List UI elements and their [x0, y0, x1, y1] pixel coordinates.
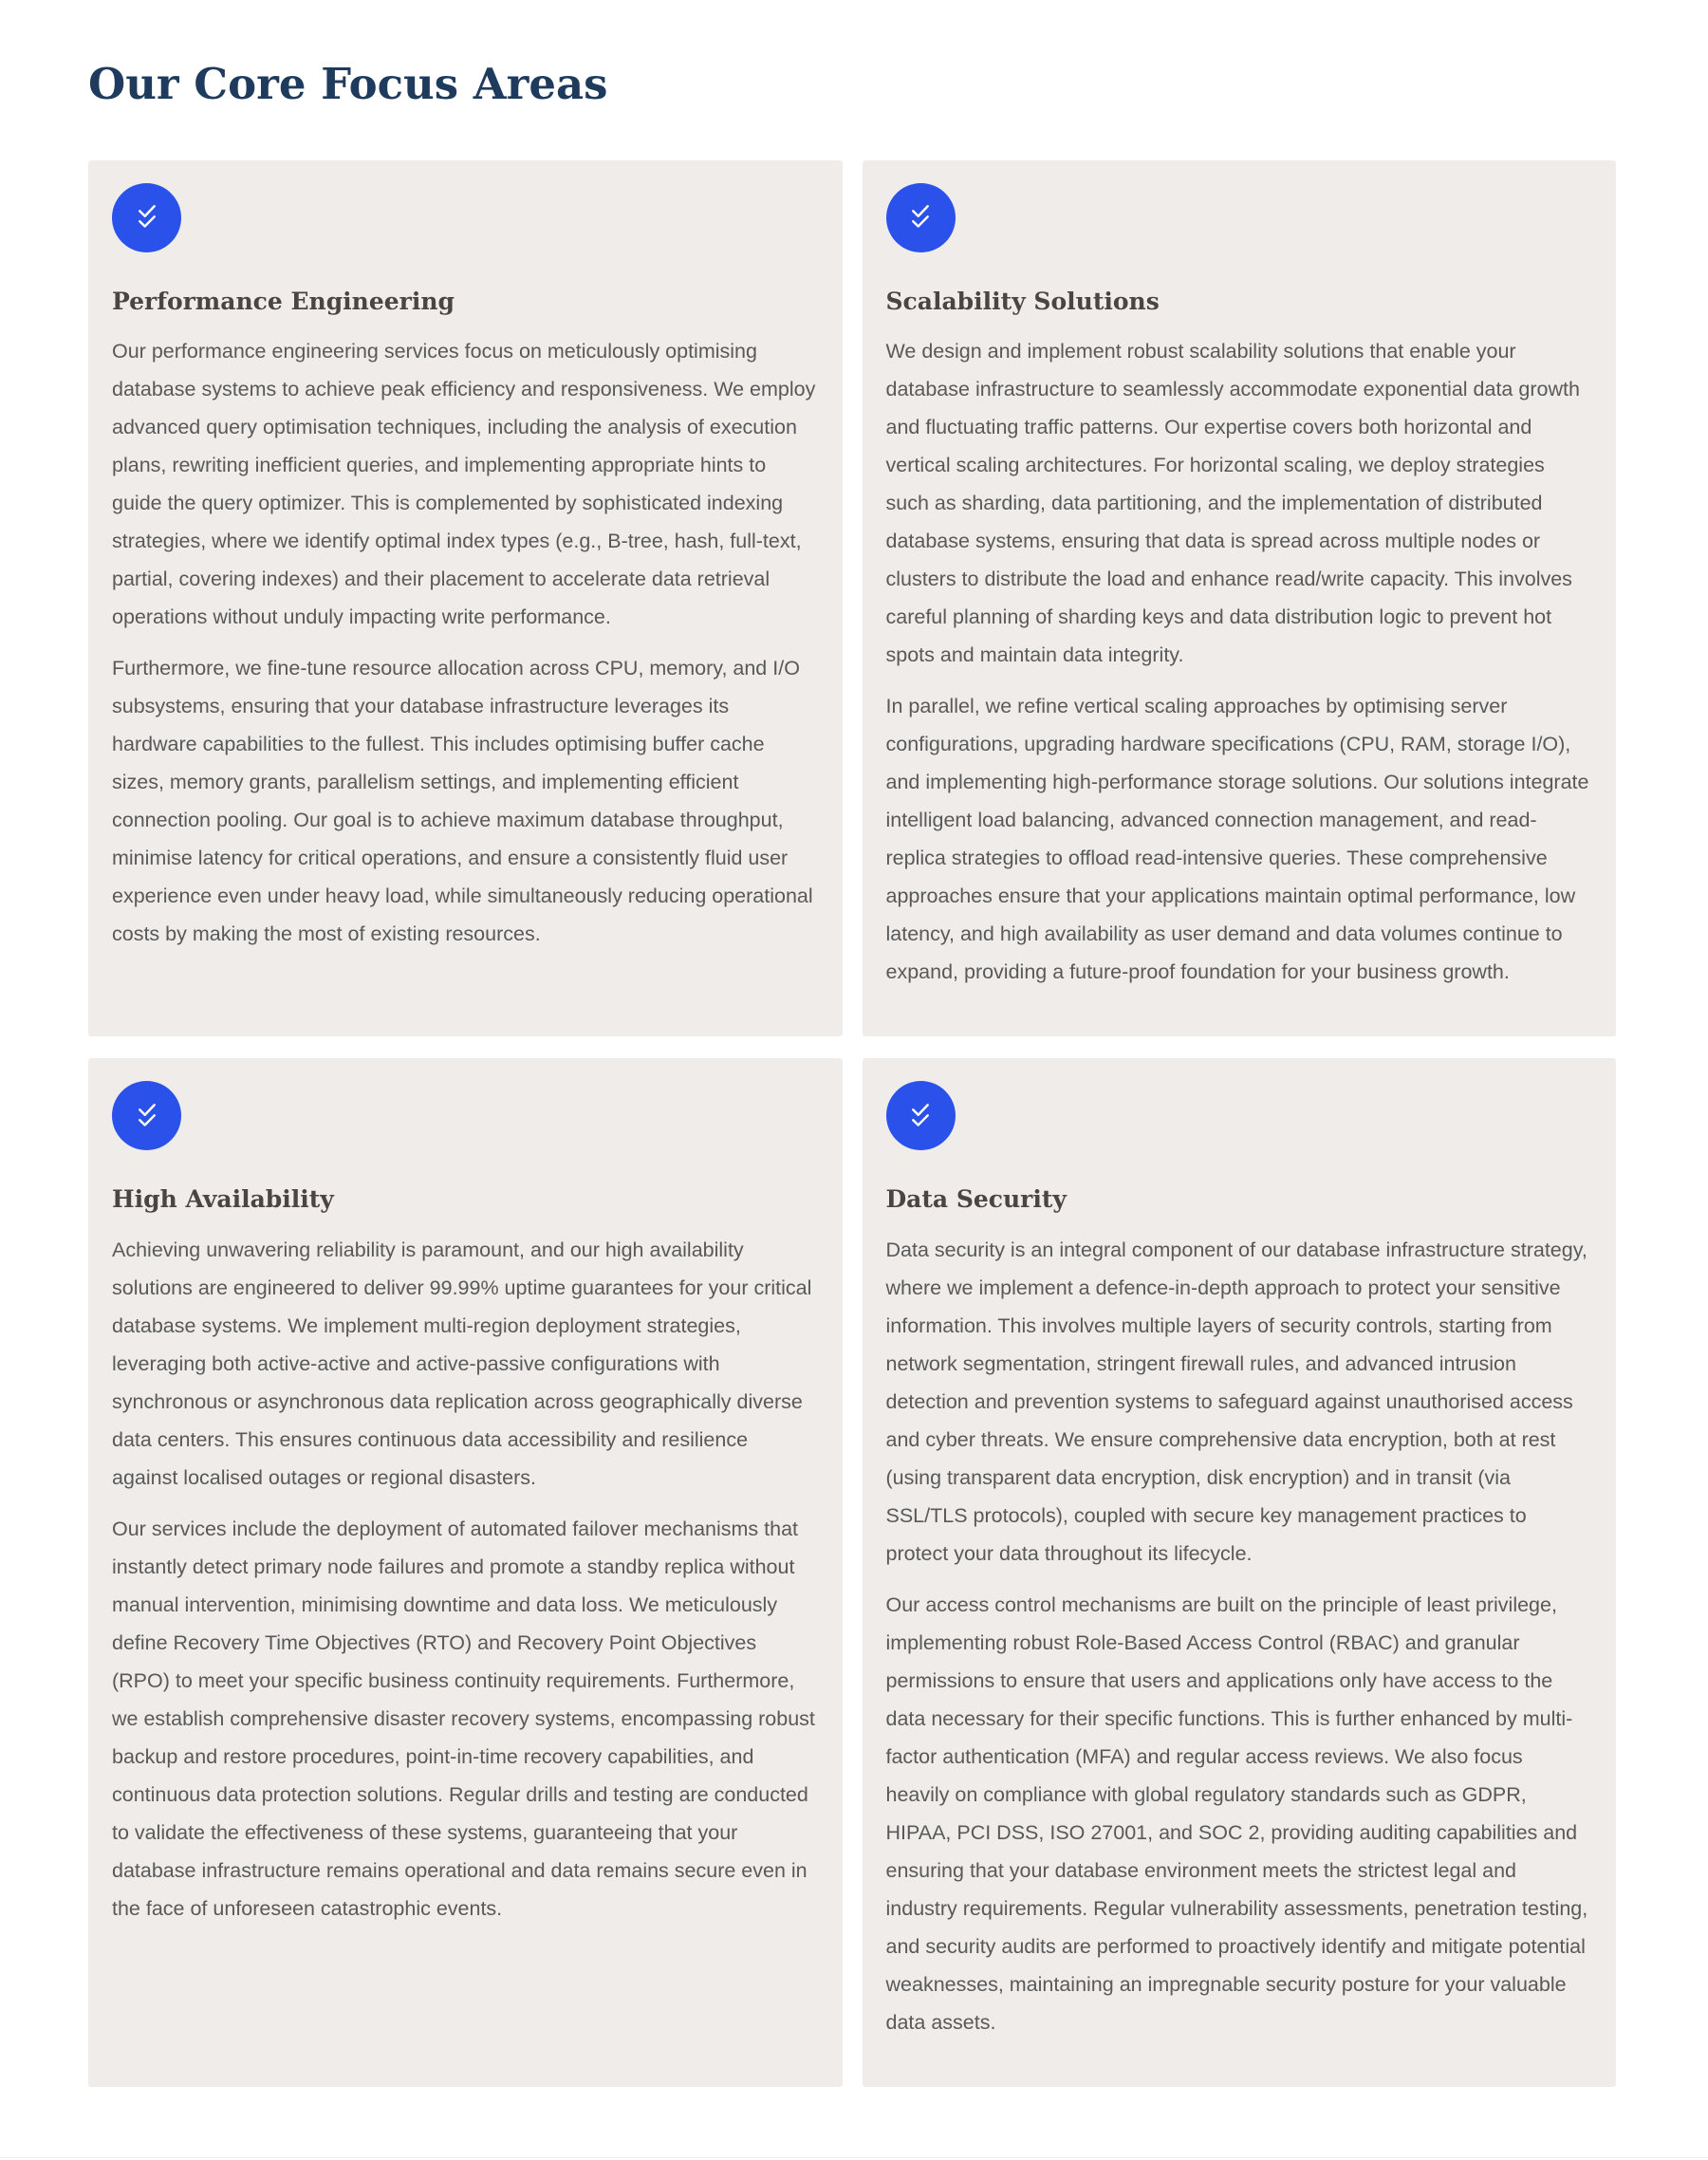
section-divider: [0, 2157, 1708, 2158]
card-paragraph: Our performance engineering services focus on meticulously optimising database systems to achieve peak efficiency and responsiveness. We employ advanced query optimisation techniques, including the analysis of execution plans, rewriting inefficient queries, and implementing appropriate hints to guide the query optimizer. This is complemented by sophisticated indexing strategies, where we identify optimal index types (e.g., B-tree, hash, full-text, partial, covering indexes) and their placement to accelerate data retrieval operations without unduly impacting write performance.: [112, 340, 816, 629]
card-heading: Data Security: [885, 1185, 1067, 1214]
page-title: Our Core Focus Areas: [88, 59, 608, 109]
focus-cards-grid: [88, 160, 1616, 2088]
card-paragraph: Furthermore, we fine-tune resource allocation across CPU, memory, and I/O subsystems, ensuring that your database infrastructure leverages its hardware capabilities to the fullest. This includes optimising buffer cache sizes, memory grants, parallelism settings, and implementing efficient connection pooling. Our goal is to achieve maximum database throughput, minimise latency for critical operations, and ensure a consistently fluid user experience even under heavy load, while simultaneously reducing operational costs by making the most of existing resources.: [112, 657, 813, 946]
card-heading: Performance Engineering: [112, 287, 455, 315]
card-paragraph: Data security is an integral component of our database infrastructure strategy, where we implement a defence-in-depth approach to protect your sensitive information. This involves multiple layers of security controls, starting from network segmentation, stringent firewall rules, and advanced intrusion detection and prevention systems to safeguard against unauthorised access and cyber threats. We ensure comprehensive data encryption, both at rest (using transparent data encryption, disk encryption) and in transit (via SSL/TLS protocols), coupled with secure key management practices to protect your data throughout its lifecycle.: [885, 1238, 1587, 1565]
card-scalability-solutions: [863, 160, 1617, 1037]
card-paragraph: Our access control mechanisms are built on the principle of least privilege, implementing robust Role-Based Access Control (RBAC) and granular permissions to ensure that users and applications only have access to the data necessary for their specific functions. This is further enhanced by multi-factor authentication (MFA) and regular access reviews. We also focus heavily on compliance with global regulatory standards such as GDPR, HIPAA, PCI DSS, ISO 27001, and SOC 2, providing auditing capabilities and ensuring that your database environment meets the strictest legal and industry requirements. Regular vulnerability assessments, penetration testing, and security audits are performed to proactively identify and mitigate potential weaknesses, maintaining an impregnable security posture for your valuable data assets.: [885, 1593, 1588, 2034]
card-performance-engineering: [88, 160, 843, 1037]
double-check-icon: [886, 1081, 956, 1150]
card-paragraph: Achieving unwavering reliability is paramount, and our high availability solutions are engineered to deliver 99.99% uptime guarantees for your critical database systems. We implement multi-region deployment strategies, leveraging both active-active and active-passive configurations with synchronous or asynchronous data replication across geographically diverse data centers. This ensures continuous data accessibility and resilience against localised outages or regional disasters.: [112, 1238, 812, 1489]
double-check-icon: [112, 1081, 181, 1150]
double-check-icon: [112, 183, 181, 252]
card-high-availability: [88, 1058, 843, 2087]
double-check-icon: [886, 183, 956, 252]
card-heading: Scalability Solutions: [885, 287, 1160, 315]
card-data-security: [863, 1058, 1617, 2087]
card-heading: High Availability: [112, 1185, 334, 1214]
card-paragraph: Our services include the deployment of automated failover mechanisms that instantly detect primary node failures and promote a standby replica without manual intervention, minimising downtime and data loss. We meticulously define Recovery Time Objectives (RTO) and Recovery Point Objectives (RPO) to meet your specific business continuity requirements. Furthermore, we establish comprehensive disaster recovery systems, encompassing robust backup and restore procedures, point-in-time recovery capabilities, and continuous data protection solutions. Regular drills and testing are conducted to validate the effectiveness of these systems, guaranteeing that your database infrastructure remains operational and data remains secure even in the face of unforeseen catastrophic events.: [112, 1518, 815, 1920]
card-paragraph: We design and implement robust scalability solutions that enable your database infrastructure to seamlessly accommodate exponential data growth and fluctuating traffic patterns. Our expertise covers both horizontal and vertical scaling architectures. For horizontal scaling, we deploy strategies such as sharding, data partitioning, and the implementation of distributed database systems, ensuring that data is spread across multiple nodes or clusters to distribute the load and enhance read/write capacity. This involves careful planning of sharding keys and data distribution logic to prevent hot spots and maintain data integrity.: [885, 340, 1580, 667]
card-paragraph: In parallel, we refine vertical scaling approaches by optimising server configurations, upgrading hardware specifications (CPU, RAM, storage I/O), and implementing high-performance storage solutions. Our solutions integrate intelligent load balancing, advanced connection management, and read-replica strategies to offload read-intensive queries. These comprehensive approaches ensure that your applications maintain optimal performance, low latency, and high availability as user demand and data volumes continue to expand, providing a future-proof foundation for your business growth.: [885, 695, 1589, 984]
